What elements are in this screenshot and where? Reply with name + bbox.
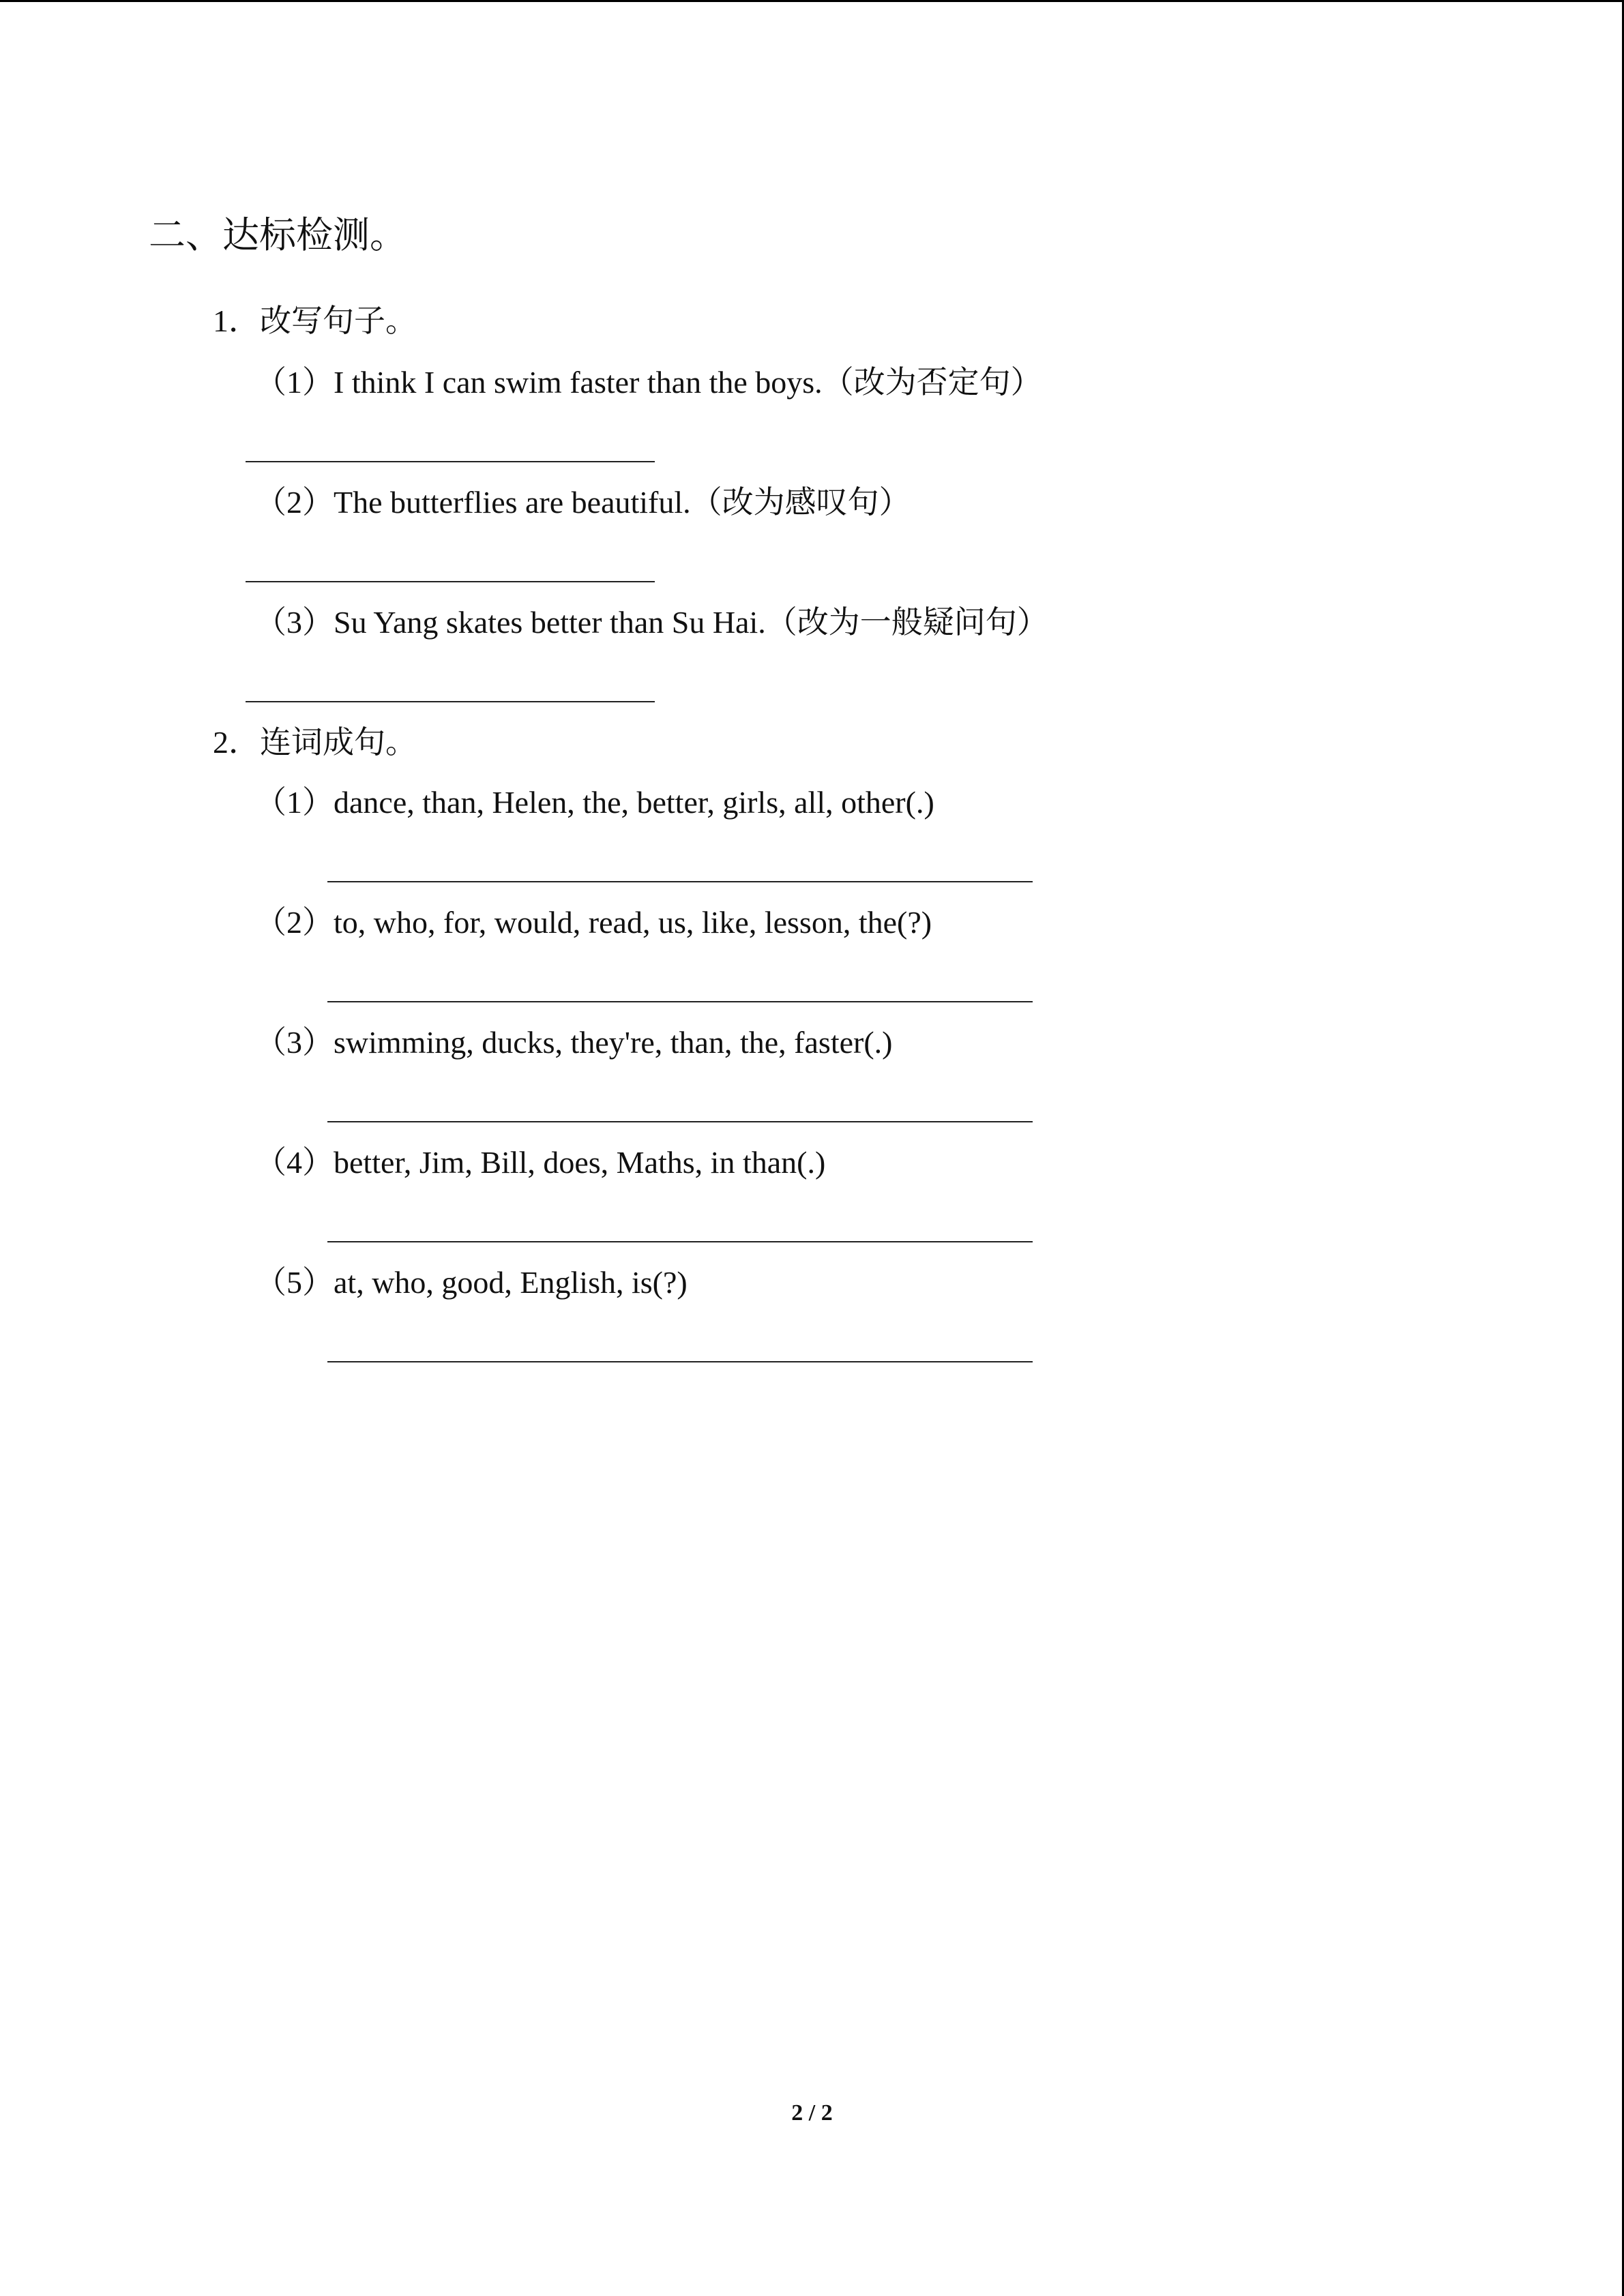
part2-answer-line-3[interactable] [327, 1121, 1033, 1122]
part2-item-2: （2）to, who, for, would, read, us, like, lesson, the(?) [255, 905, 932, 940]
part2-item-3: （3）swimming, ducks, they're, than, the, faster(.) [255, 1025, 893, 1060]
part1-item-3: （3）Su Yang skates better than Su Hai.（改为一般疑问句） [255, 605, 1048, 640]
part2-item-4: （4）better, Jim, Bill, does, Maths, in than(.) [255, 1145, 826, 1180]
part2-answer-line-4[interactable] [327, 1241, 1033, 1242]
part1-answer-line-2[interactable] [246, 581, 655, 582]
part1-item-1: （1）I think I can swim faster than the boys.（改为否定句） [255, 365, 1042, 400]
part2-item-1: （1）dance, than, Helen, the, better, girls, all, other(.) [255, 785, 934, 820]
part2-heading: 2．连词成句。 [213, 725, 417, 760]
page-number: 2 / 2 [791, 2100, 833, 2126]
part2-answer-line-5[interactable] [327, 1361, 1033, 1362]
part1-answer-line-1[interactable] [246, 461, 655, 462]
part1-item-2: （2）The butterflies are beautiful.（改为感叹句） [255, 485, 911, 520]
part1-heading: 1．改写句子。 [213, 303, 417, 338]
part1-answer-line-3[interactable] [246, 701, 655, 702]
part2-item-5: （5）at, who, good, English, is(?) [255, 1265, 688, 1300]
section-title: 二、达标检测。 [149, 215, 407, 256]
part2-answer-line-1[interactable] [327, 881, 1033, 882]
part2-answer-line-2[interactable] [327, 1001, 1033, 1002]
